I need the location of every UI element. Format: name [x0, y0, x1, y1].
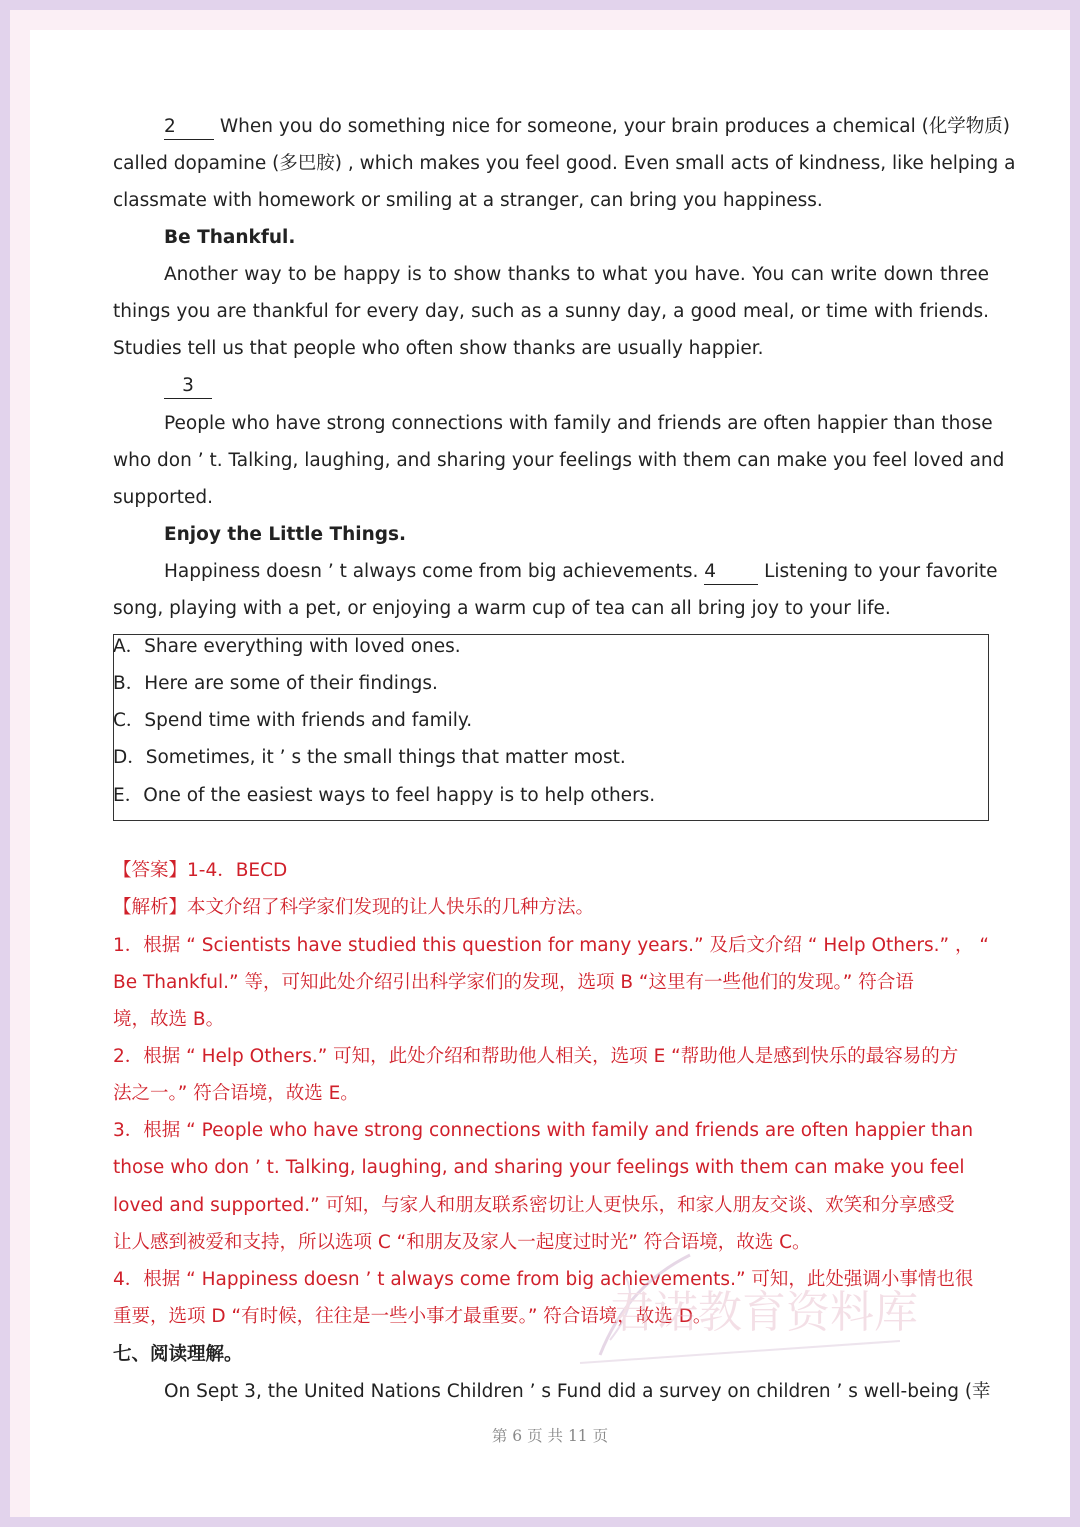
connections-line-3: supported. — [113, 487, 214, 508]
heading-little-things: Enjoy the Little Things. — [164, 524, 407, 545]
explanation-3-line-2: those who don ’ t. Talking, laughing, and sharing your feelings with them can make you feel — [113, 1157, 965, 1178]
paragraph-2-text: When you do something nice for someone, your brain produces a chemical (化学物质) — [214, 116, 1011, 137]
explanation-1-line-3: 境，故选 B。 — [113, 1009, 225, 1030]
answer-text: 1-4．BECD — [187, 860, 288, 881]
paragraph-2-line-2: called dopamine (多巴胺) , which makes you feel good. Even small acts of kindness, like helping a — [113, 153, 1016, 174]
paragraph-2-line-1 — [164, 108, 1011, 145]
connections-line-2: who don ’ t. Talking, laughing, and sharing your feelings with them can make you feel loved and — [113, 450, 1005, 471]
analysis-label: 【解析】 — [113, 897, 188, 918]
explanation-2-line-2: 法之一。” 符合语境，故选 E。 — [113, 1083, 359, 1104]
explanation-3-line-3: loved and supported.” 可知，与家人和朋友联系密切让人更快乐，和家人朋友交谈、欢笑和分享感受 — [113, 1195, 955, 1216]
paragraph-2-line-3: classmate with homework or smiling at a stranger, can bring you happiness. — [113, 190, 823, 211]
answer-line — [113, 852, 989, 889]
little-line-2: song, playing with a pet, or enjoying a warm cup of tea can all bring joy to your life. — [113, 598, 891, 619]
page-number: 第 6 页 共 11 页 — [491, 1427, 609, 1445]
heading-be-thankful: Be Thankful. — [164, 227, 296, 248]
explanation-3-line-1: 3．根据 “ People who have strong connections with family and friends are often happier than — [113, 1120, 974, 1141]
watermark-text: 君诺教育资料库 — [610, 1287, 918, 1338]
connections-line-1: People who have strong connections with family and friends are often happier than those — [164, 413, 993, 434]
option-e: E．One of the easiest ways to feel happy is to help others. — [113, 785, 656, 806]
little-text-before: Happiness doesn ’ t always come from big achievements. — [164, 561, 705, 582]
explanation-2-line-1: 2．根据 “ Help Others.” 可知，此处介绍和帮助他人相关，选项 E “帮助他人是感到快乐的最容易的方 — [113, 1046, 959, 1067]
thankful-line-1: Another way to be happy is to show thanks to what you have. You can write down three — [164, 264, 989, 285]
blank-3: 3 — [164, 374, 212, 399]
blank-3-line — [164, 367, 989, 404]
option-b: B．Here are some of their findings. — [113, 673, 438, 694]
option-d: D．Sometimes, it ’ s the small things that matter most. — [113, 747, 626, 768]
explanation-4-line-1: 4．根据 “ Happiness doesn ’ t always come from big achievements.” 可知，此处强调小事情也很 — [113, 1269, 974, 1290]
little-text-after: Listening to your favorite — [758, 561, 998, 582]
analysis-text: 本文介绍了科学家们发现的让人快乐的几种方法。 — [187, 897, 595, 918]
blank-4: 4 — [704, 560, 758, 585]
page-border — [10, 10, 1070, 1517]
explanation-4-line-2: 重要，选项 D “有时候，往往是一些小事才最重要。” 符合语境，故选 D。 — [113, 1306, 712, 1327]
section-7-line-1: On Sept 3, the United Nations Children ’ s Fund did a survey on children ’ s well-being (幸 — [164, 1381, 991, 1402]
document-page — [30, 30, 1070, 1517]
section-7-title: 七、阅读理解。 — [113, 1344, 243, 1365]
explanation-1-line-2: Be Thankful.” 等，可知此处介绍引出科学家们的发现，选项 B “这里有一些他们的发现。” 符合语 — [113, 972, 914, 993]
blank-2: 2 — [164, 115, 214, 140]
explanation-1-line-1: 1．根据 “ Scientists have studied this question for many years.” 及后文介绍 “ Help Others.” ， “ — [113, 935, 989, 956]
explanation-3-line-4: 让人感到被爱和支持，所以选项 C “和朋友及家人一起度过时光” 符合语境，故选 C。 — [113, 1232, 811, 1253]
thankful-line-2: things you are thankful for every day, such as a sunny day, a good meal, or time with friends. — [113, 301, 989, 322]
analysis-line — [113, 889, 989, 926]
thankful-line-3: Studies tell us that people who often show thanks are usually happier. — [113, 338, 764, 359]
option-c: C．Spend time with friends and family. — [113, 710, 473, 731]
option-a: A．Share everything with loved ones. — [113, 636, 461, 657]
little-line-1 — [164, 553, 998, 590]
answer-label: 【答案】 — [113, 860, 188, 881]
